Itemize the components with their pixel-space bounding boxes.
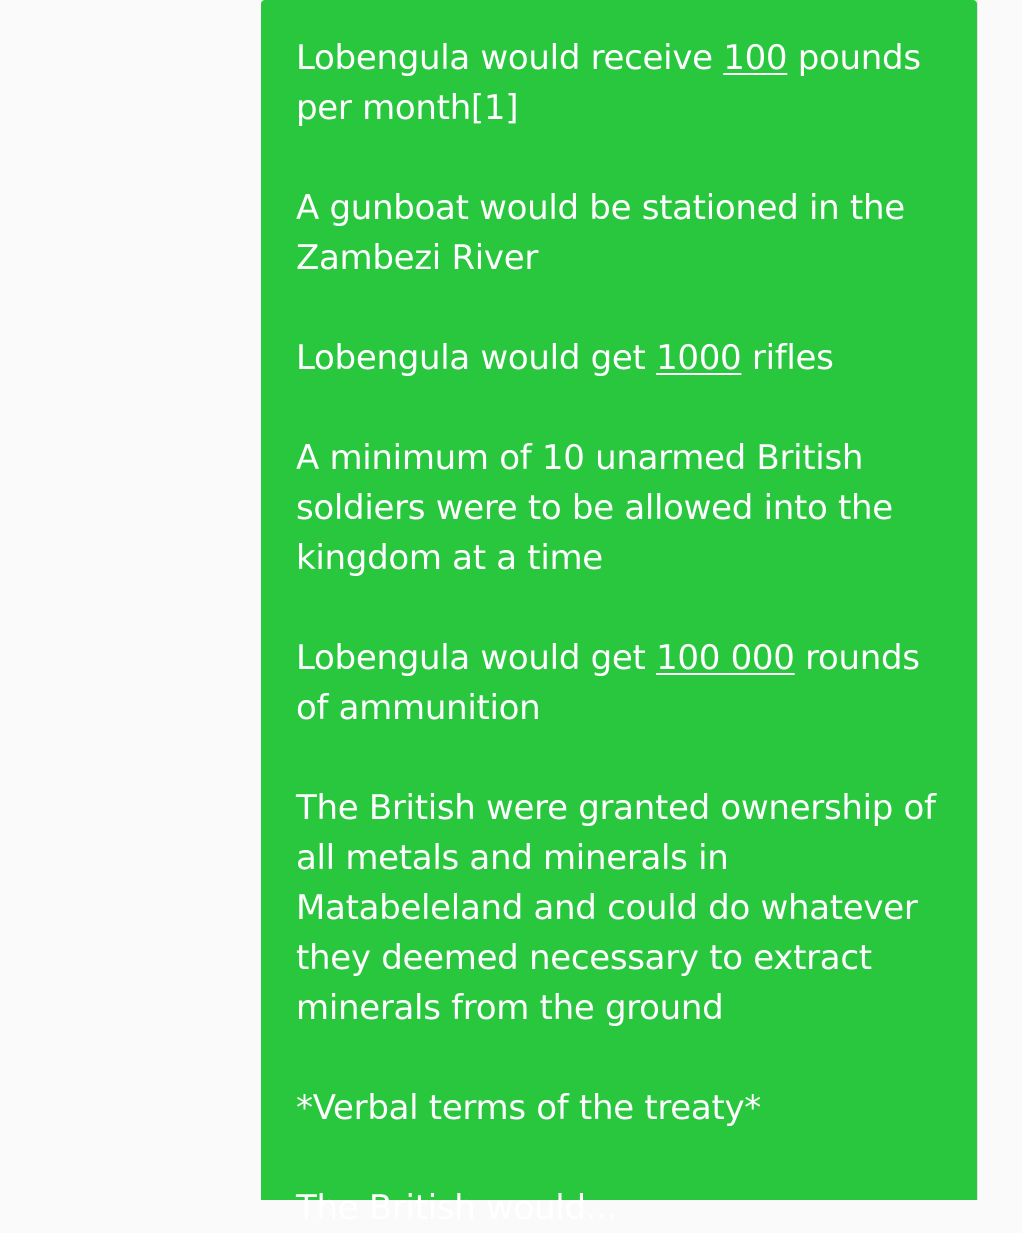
term-paragraph: A gunboat would be stationed in the Zambezi River bbox=[296, 188, 905, 278]
amount-link[interactable]: 1000 bbox=[656, 338, 742, 378]
term-text: Lobengula would receive bbox=[296, 38, 724, 78]
term-text: Lobengula would get bbox=[296, 638, 657, 678]
section-heading: *Verbal terms of the treaty* bbox=[296, 1088, 762, 1128]
term-text: rifles bbox=[741, 338, 834, 378]
right-gutter bbox=[977, 0, 1022, 1200]
term-paragraph bbox=[296, 33, 956, 133]
note-content bbox=[296, 33, 956, 1183]
term-text: pounds per month[1] bbox=[296, 38, 921, 128]
term-text: Lobengula would get bbox=[296, 338, 657, 378]
amount-link[interactable]: 100 bbox=[723, 38, 788, 78]
note-card[interactable] bbox=[261, 0, 977, 1228]
amount-link[interactable]: 100 000 bbox=[656, 638, 795, 678]
term-paragraph bbox=[296, 333, 956, 383]
term-paragraph bbox=[296, 633, 956, 733]
cutoff-line: The British would... bbox=[296, 1188, 618, 1228]
term-text: rounds of ammunition bbox=[296, 638, 920, 728]
term-paragraph: The British were granted ownership of all metals and minerals in Matabeleland and could do whatever they deemed necessary to extract minerals from the ground bbox=[296, 788, 936, 1028]
term-paragraph: A minimum of 10 unarmed British soldiers were to be allowed into the kingdom at a time bbox=[296, 438, 893, 578]
